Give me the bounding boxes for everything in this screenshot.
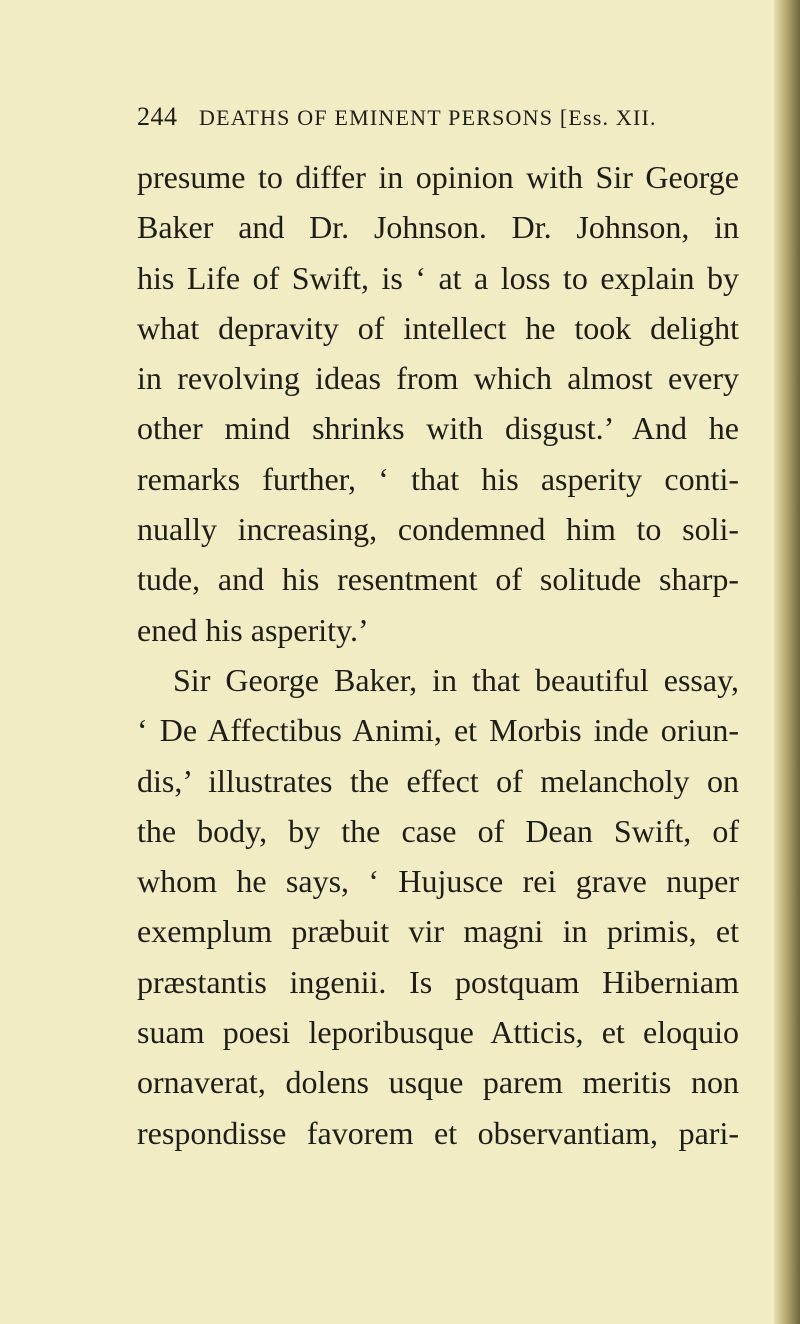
text-line: the body, by the case of Dean Swift, of: [137, 812, 739, 849]
text-line: nually increasing, condemned him to soli-: [137, 511, 739, 548]
text-line: præstantis ingenii. Is postquam Hiberniam: [137, 963, 739, 1000]
page-edge: [774, 0, 800, 1324]
body-text: [137, 152, 739, 1158]
text-line: Baker and Dr. Johnson. Dr. Johnson, in: [137, 209, 739, 246]
text-line: tude, and his resentment of solitude sharp-: [137, 561, 739, 598]
page-number: 244: [137, 102, 178, 131]
text-line: ened his asperity.’: [137, 611, 369, 648]
text-line: ornaverat, dolens usque parem meritis non: [137, 1064, 739, 1101]
text-line: remarks further, ‘ that his asperity conti-: [137, 460, 739, 497]
page-header: [137, 102, 739, 136]
text-line: ‘ De Affectibus Animi, et Morbis inde oriun-: [137, 712, 739, 749]
text-line: Sir George Baker, in that beautiful essay,: [173, 661, 739, 698]
text-line: exemplum præbuit vir magni in primis, et: [137, 913, 739, 950]
text-line: respondisse favorem et observantiam, pari-: [137, 1114, 739, 1151]
text-line: his Life of Swift, is ‘ at a loss to explain by: [137, 259, 739, 296]
text-line: what depravity of intellect he took delight: [137, 309, 739, 346]
text-line: other mind shrinks with disgust.’ And he: [137, 410, 739, 447]
text-line: suam poesi leporibusque Atticis, et eloquio: [137, 1014, 739, 1051]
text-line: whom he says, ‘ Hujusce rei grave nuper: [137, 863, 739, 900]
text-line: dis,’ illustrates the effect of melancholy on: [137, 762, 739, 799]
text-line: in revolving ideas from which almost every: [137, 360, 739, 397]
running-head: DEATHS OF EMINENT PERSONS [Ess. XII.: [199, 105, 657, 130]
text-line: presume to differ in opinion with Sir George: [137, 159, 739, 195]
